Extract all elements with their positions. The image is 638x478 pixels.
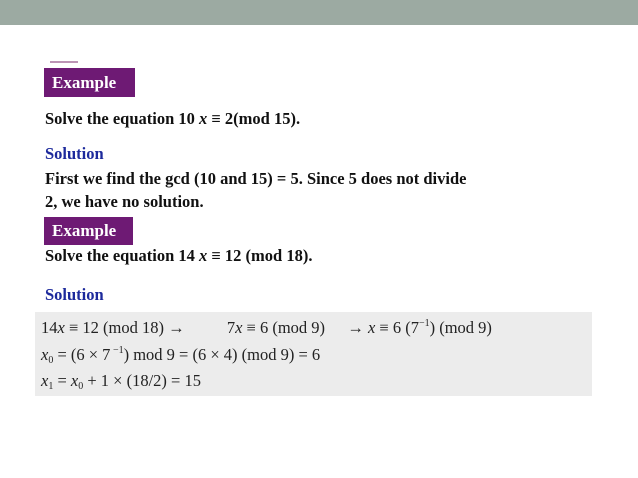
calc-row-2-part-b: ) mod 9 = (6 × 4) (mod 9) = 6	[123, 345, 321, 364]
calc-row-1	[41, 318, 492, 338]
calc-row-1-part-c-end: ) (mod 9)	[429, 318, 492, 337]
solution-1-line-1: First we find the gcd (10 and 15) = 5. Since 5 does not divide	[45, 169, 467, 188]
example-2-variable: x	[199, 246, 208, 265]
calculation-box	[35, 312, 592, 396]
example-1-variable: x	[199, 109, 208, 128]
top-bar	[0, 0, 638, 25]
calc-row-1-coef-b: 7	[226, 318, 236, 337]
calc-row-3-equals: =	[53, 371, 71, 390]
calc-row-3-subscript-2: 0	[78, 381, 84, 392]
calc-row-1-part-b: ≡ 6 (mod 9)	[242, 318, 326, 337]
calc-row-3	[41, 371, 201, 391]
example-2-problem-suffix: ≡ 12 (mod 18).	[207, 246, 313, 265]
decorative-line	[50, 61, 78, 63]
example-2-problem-prefix: Solve the equation 14	[45, 246, 195, 265]
calc-row-3-var: x	[41, 371, 49, 390]
calc-row-2	[41, 345, 320, 365]
calc-row-1-var-c: x	[367, 318, 376, 337]
calc-row-1-part-c: ≡ 6 (7	[375, 318, 419, 337]
example-2-problem	[45, 246, 312, 266]
solution-label-1: Solution	[45, 144, 104, 163]
calc-row-1-part-a: ≡ 12 (mod 18) →	[64, 318, 185, 337]
calc-row-2-subscript: 0	[48, 355, 54, 366]
calc-row-3-subscript: 1	[48, 381, 54, 392]
example-1-problem-suffix: ≡ 2(mod 15).	[207, 109, 301, 128]
calc-row-2-superscript: −1	[110, 345, 124, 356]
example-1-problem	[45, 109, 300, 129]
solution-1-line-2: 2, we have no solution.	[45, 192, 204, 211]
calc-row-3-var-2: x	[70, 371, 79, 390]
calc-row-3-part-b: + 1 × (18/2) = 15	[83, 371, 201, 390]
calc-row-1-var-a: x	[57, 318, 65, 337]
example-1-problem-prefix: Solve the equation 10	[45, 109, 195, 128]
example-label-2: Example	[44, 217, 133, 245]
calc-row-1-var-b: x	[235, 318, 243, 337]
calc-row-1-superscript: −1	[418, 318, 430, 329]
calc-row-2-var: x	[41, 345, 49, 364]
calc-row-1-arrow: →	[347, 318, 364, 337]
calc-row-2-part-a: = (6 × 7	[53, 345, 111, 364]
example-label-1: Example	[44, 68, 135, 97]
calc-row-1-coef-a: 14	[41, 318, 58, 337]
solution-label-2: Solution	[45, 285, 104, 304]
